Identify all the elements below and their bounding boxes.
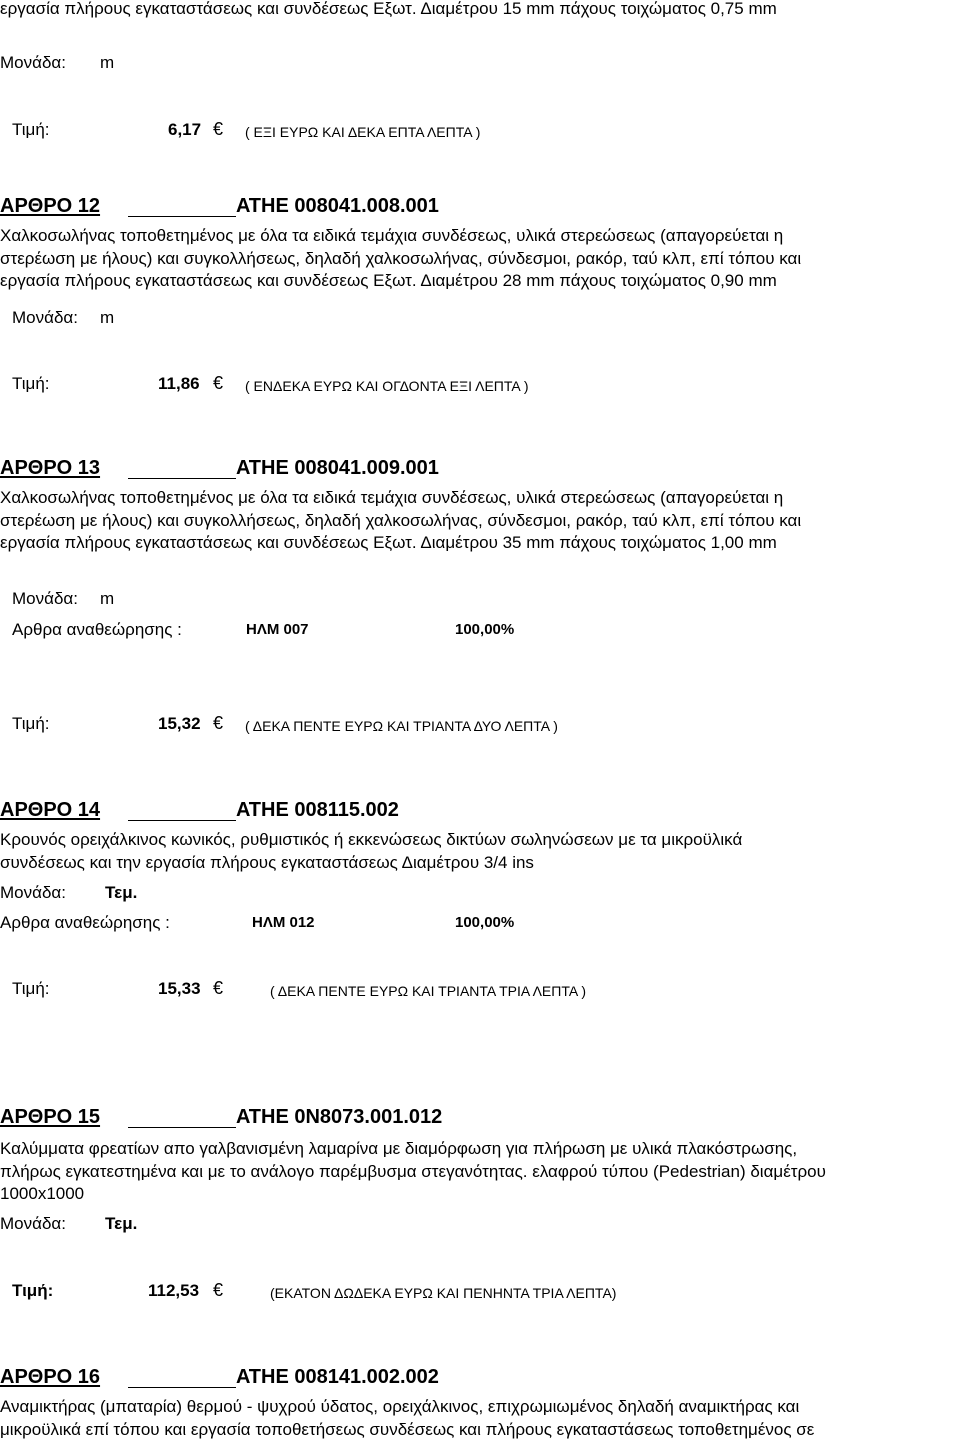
revision-label: Αρθρα αναθεώρησης : [0, 913, 170, 932]
desc-line: Κρουνός ορειχάλκινος κωνικός, ρυθμιστικός ή εκκενώσεως δικτύων σωληνώσεων με τα μικροϋλικά [0, 830, 743, 849]
desc-line: Χαλκοσωλήνας τοποθετημένος με όλα τα ειδικά τεμάχια συνδέσεως, υλικά στερεώσεως (απαγορεύεται η [0, 226, 784, 245]
revision-code: ΗΛΜ 007 [246, 621, 309, 638]
unit-label: Μονάδα: [0, 1214, 66, 1233]
article-code: ΑΤΗΕ 008141.002.002 [236, 1366, 439, 1388]
revision-code: ΗΛΜ 012 [252, 914, 315, 931]
price-label: Τιμή: [12, 120, 50, 139]
unit-value: m [100, 53, 115, 72]
euro-icon: € [213, 978, 224, 998]
price-value: 112,53 [148, 1281, 200, 1300]
price-value: 15,32 [158, 714, 201, 733]
unit-value: Τεμ. [105, 1214, 138, 1233]
desc-line: εργασία πλήρους εγκαταστάσεως και συνδέσεως Εξωτ. Διαμέτρου 15 mm πάχους τοιχώματος 0,75 mm [0, 0, 777, 18]
unit-label: Μονάδα: [0, 53, 66, 72]
desc-line: εργασία πλήρους εγκαταστάσεως και συνδέσεως Εξωτ. Διαμέτρου 35 mm πάχους τοιχώματος 1,00 mm [0, 533, 777, 552]
unit-label: Μονάδα: [12, 589, 78, 608]
article-description [0, 487, 958, 555]
article-title: ΑΡΘΡΟ 14 [0, 799, 101, 821]
unit-value: Τεμ. [105, 883, 138, 902]
desc-line: Καλύμματα φρεατίων απο γαλβανισμένη λαμαρίνα με διαμόρφωση για πλήρωση με υλικά πλακόστρωσης, [0, 1139, 798, 1158]
article-code: ΑΤΗΕ 008041.009.001 [236, 457, 439, 479]
price-label: Τιμή: [12, 979, 50, 998]
article-description [0, 225, 958, 293]
desc-line: πλήρως εγκατεστημένα και με το ανάλογο παρέμβυσμα στεγανότητας. ελαφρού τύπου (Pedestrian) διαμέτρου [0, 1161, 826, 1181]
price-label: Τιμή: [12, 714, 50, 733]
price-label: Τιμή: [12, 1281, 54, 1300]
article-title: ΑΡΘΡΟ 12 [0, 195, 101, 217]
price-words: (ΕΚΑΤΟΝ ΔΩΔΕΚΑ ΕΥΡΩ ΚΑΙ ΠΕΝΗΝΤΑ ΤΡΙΑ ΛΕΠΤΑ) [270, 1285, 617, 1301]
unit-value: m [100, 308, 115, 327]
article-title: ΑΡΘΡΟ 13 [0, 457, 101, 479]
price-words: ( ΔΕΚΑ ΠΕΝΤΕ ΕΥΡΩ ΚΑΙ ΤΡΙΑΝΤΑ ΔΥΟ ΛΕΠΤΑ ) [245, 718, 558, 734]
revision-percent: 100,00% [455, 914, 515, 931]
desc-line: εργασία πλήρους εγκαταστάσεως και συνδέσεως Εξωτ. Διαμέτρου 28 mm πάχους τοιχώματος 0,90 mm [0, 271, 777, 290]
desc-line: στερέωση με ήλους) και συγκολλήσεως, δηλαδή χαλκοσωλήνας, σύνδεσμοι, ρακόρ, ταύ κλπ, επί τόπου και [0, 510, 802, 530]
price-value: 15,33 [158, 979, 201, 998]
price-words: ( ΔΕΚΑ ΠΕΝΤΕ ΕΥΡΩ ΚΑΙ ΤΡΙΑΝΤΑ ΤΡΙΑ ΛΕΠΤΑ ) [270, 983, 587, 999]
euro-icon: € [213, 373, 224, 393]
desc-line: συνδέσεως και την εργασία πλήρους εγκαταστάσεως Διαμέτρου 3/4 ins [0, 852, 534, 872]
revision-label: Αρθρα αναθεώρησης : [12, 620, 182, 639]
unit-label: Μονάδα: [12, 308, 78, 327]
desc-line: στερέωση με ήλους) και συγκολλήσεως, δηλαδή χαλκοσωλήνας, σύνδεσμοι, ρακόρ, ταύ κλπ, επί τόπου και [0, 248, 802, 268]
desc-line: Χαλκοσωλήνας τοποθετημένος με όλα τα ειδικά τεμάχια συνδέσεως, υλικά στερεώσεως (απαγορεύεται η [0, 488, 784, 507]
article-description [0, 829, 958, 874]
unit-value: m [100, 589, 115, 608]
price-words: ( ΕΞΙ ΕΥΡΩ ΚΑΙ ΔΕΚΑ ΕΠΤΑ ΛΕΠΤΑ ) [245, 124, 481, 140]
euro-icon: € [213, 713, 224, 733]
desc-line: 1000x1000 [0, 1184, 85, 1203]
article-code: ΑΤΗΕ 008041.008.001 [236, 195, 439, 217]
unit-label: Μονάδα: [0, 883, 66, 902]
price-value: 6,17 [168, 120, 202, 139]
price-label: Τιμή: [12, 374, 50, 393]
article-description [0, 1396, 958, 1441]
article-description [0, 1138, 958, 1206]
desc-line: Αναμικτήρας (μπαταρία) θερμού - ψυχρού ύδατος, ορειχάλκινος, επιχρωμιωμένος δηλαδή αναμικτήρας και [0, 1397, 800, 1416]
price-value: 11,86 [158, 374, 200, 393]
article-title: ΑΡΘΡΟ 16 [0, 1366, 101, 1388]
desc-line: μικροϋλικά επί τόπου και εργασία τοποθετήσεως συνδέσεως και πλήρους εγκαταστάσεως τοποθετημένος σε [0, 1419, 815, 1439]
article-title: ΑΡΘΡΟ 15 [0, 1106, 101, 1128]
euro-icon: € [213, 1280, 224, 1300]
revision-percent: 100,00% [455, 621, 515, 638]
article-code: ΑΤΗΕ 008115.002 [236, 799, 399, 821]
price-words: ( ΕΝΔΕΚΑ ΕΥΡΩ ΚΑΙ ΟΓΔΟΝΤΑ ΕΞΙ ΛΕΠΤΑ ) [245, 378, 529, 394]
euro-icon: € [213, 119, 224, 139]
article-code: ΑΤΗΕ 0Ν8073.001.012 [236, 1106, 443, 1128]
